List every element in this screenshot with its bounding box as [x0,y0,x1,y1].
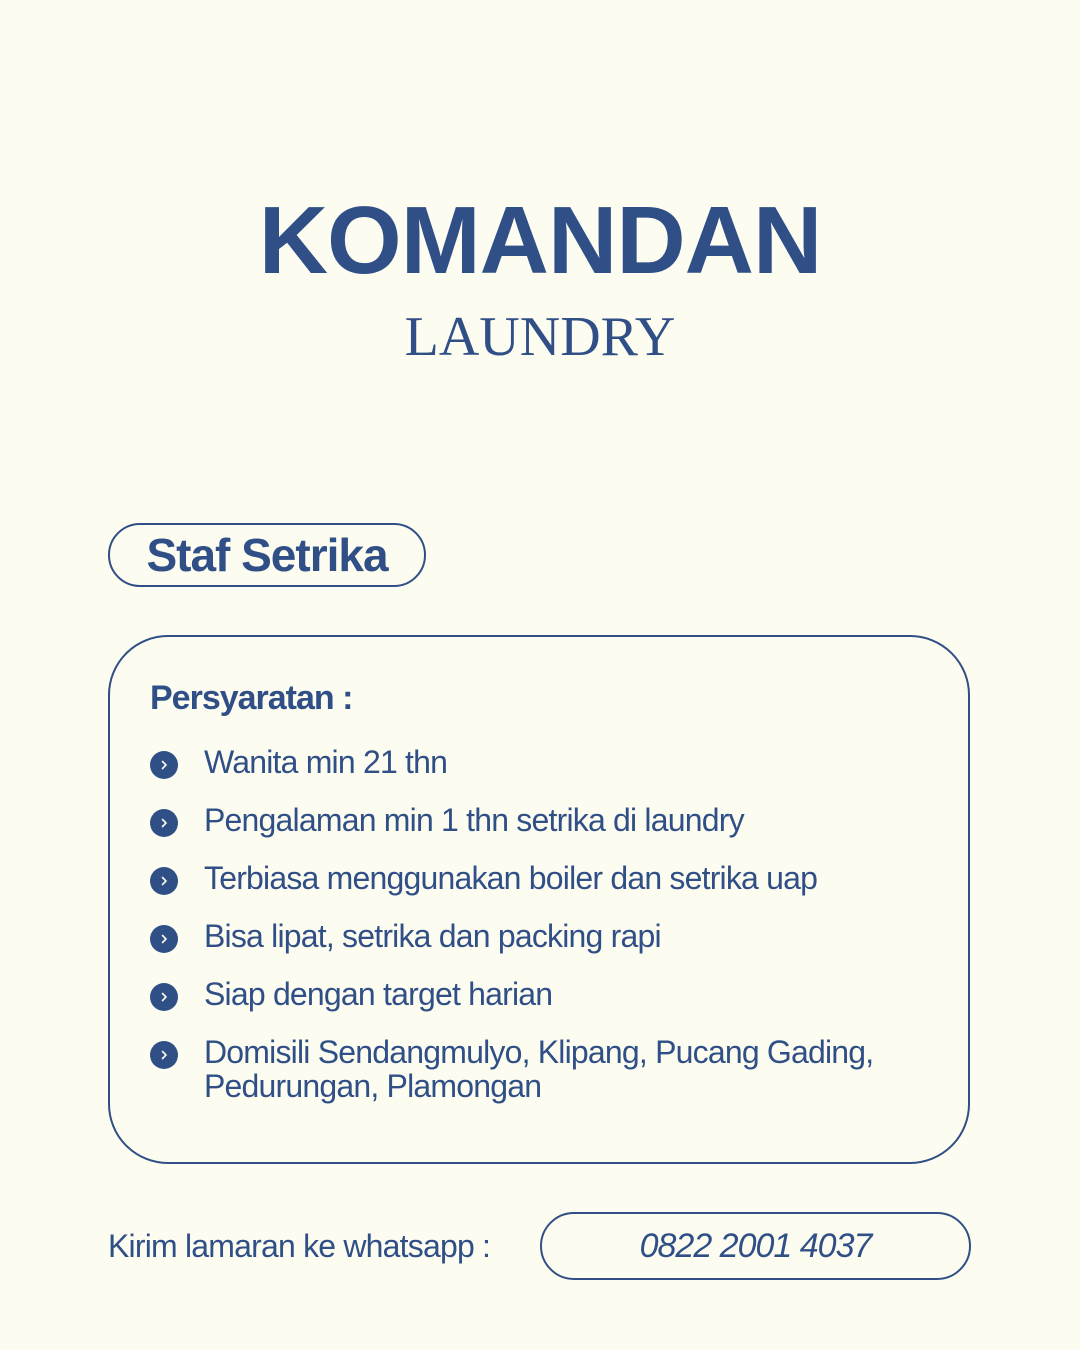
requirements-card [108,635,970,1164]
list-item [150,803,930,837]
chevron-right-icon [150,983,178,1011]
list-item [150,919,930,953]
requirement-text: Terbiasa menggunakan boiler dan setrika uap [204,860,818,896]
list-item [150,861,930,895]
list-item [150,977,930,1011]
chevron-right-icon [150,1041,178,1069]
requirement-text: Siap dengan target harian [204,976,553,1012]
position-title: Staf Setrika [146,529,388,581]
requirements-heading: Persyaratan : [150,679,353,717]
chevron-right-icon [150,867,178,895]
whatsapp-label: Kirim lamaran ke whatsapp : [108,1228,491,1264]
brand-subtitle: LAUNDRY [404,306,676,368]
chevron-right-icon [150,925,178,953]
chevron-right-icon [150,809,178,837]
chevron-right-icon [150,751,178,779]
requirement-text: Wanita min 21 thn [204,744,448,780]
brand-name: KOMANDAN [258,187,822,294]
whatsapp-number: 0822 2001 4037 [639,1226,872,1265]
position-badge [108,523,426,587]
whatsapp-number-pill[interactable] [540,1212,971,1280]
requirement-text: Bisa lipat, setrika dan packing rapi [204,918,661,954]
requirement-text: Pengalaman min 1 thn setrika di laundry [204,802,744,838]
list-item [150,745,930,779]
requirement-text: Domisili Sendangmulyo, Klipang, Pucang Gading, Pedurungan, Plamongan [204,1034,874,1104]
list-item [150,1035,930,1103]
requirements-list [150,745,930,1127]
